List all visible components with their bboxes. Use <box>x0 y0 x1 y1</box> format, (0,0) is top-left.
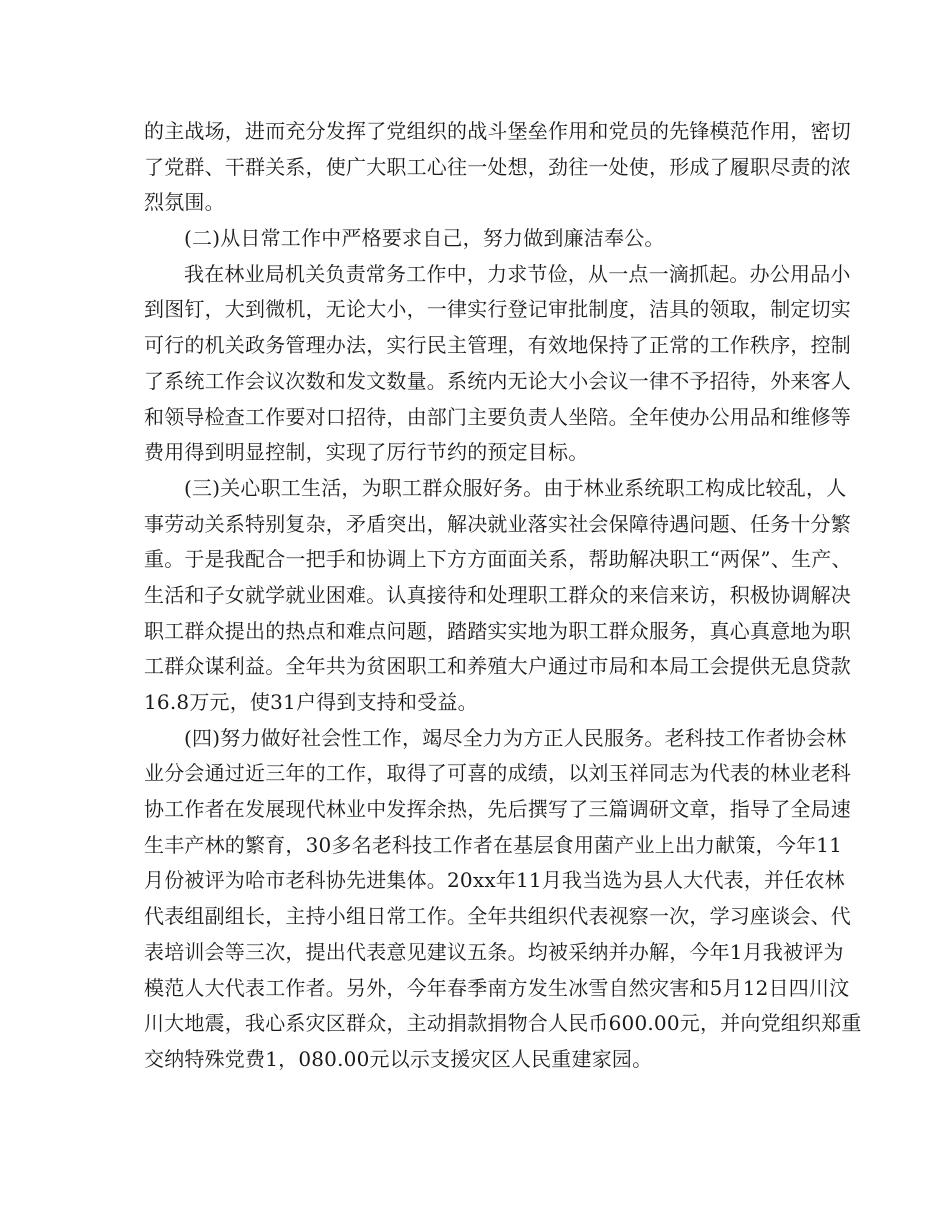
text-line: 事劳动关系特别复杂，矛盾突出，解决就业落实社会保障待遇问题、任务十分繁 <box>144 511 851 536</box>
text-line: (二)从日常工作中严格要求自己，努力做到廉洁奉公。 <box>184 226 665 251</box>
text-line: 重。于是我配合一把手和协调上下方方面面关系，帮助解决职工“两保”、生产、 <box>144 547 852 572</box>
text-line: 交纳特殊党费1，080.00元以示支援灾区人民重建家园。 <box>144 1046 653 1071</box>
text-line: 川大地震，我心系灾区群众，主动捐款捐物合人民币600.00元，并向党组织郑重 <box>144 1011 862 1036</box>
text-line: 了系统工作会议次数和发文数量。系统内无论大小会议一律不予招待，外来客人 <box>144 368 851 393</box>
text-line: 生丰产林的繁育，30多名老科技工作者在基层食用菌产业上出力献策，今年11 <box>144 832 843 857</box>
text-line: 可行的机关政务管理办法，实行民主管理，有效地保持了正常的工作秩序，控制 <box>144 333 851 358</box>
text-line: 模范人大代表工作者。另外，今年春季南方发生冰雪自然灾害和5月12日四川汶 <box>144 975 850 1000</box>
text-line: 的主战场，进而充分发挥了党组织的战斗堡垒作用和党员的先锋模范作用，密切 <box>144 119 851 143</box>
text-line: 16.8万元，使31户得到支持和受益。 <box>144 690 478 714</box>
text-line: 表培训会等三次，提出代表意见建议五条。均被采纳并办解，今年1月我被评为 <box>144 939 844 964</box>
text-line: 到图钉，大到微机，无论大小，一律实行登记审批制度，洁具的领取，制定切实 <box>144 297 851 322</box>
text-line: (四)努力做好社会性工作，竭尽全力为方正人民服务。老科技工作者协会林 <box>184 725 847 750</box>
text-line: 代表组副组长，主持小组日常工作。全年共组织代表视察一次，学习座谈会、代 <box>144 904 851 929</box>
text-line: 职工群众提出的热点和难点问题，踏踏实实地为职工群众服务，真心真意地为职 <box>144 618 851 643</box>
text-line: (三)关心职工生活，为职工群众服好务。由于林业系统职工构成比较乱，人 <box>184 475 847 500</box>
text-line: 和领导检查工作要对口招待，由部门主要负责人坐陪。全年使办公用品和维修等 <box>144 404 851 429</box>
text-line: 我在林业局机关负责常务工作中，力求节俭，从一点一滴抓起。办公用品小 <box>184 261 851 286</box>
text-line: 工群众谋利益。全年共为贫困职工和养殖大户通过市局和本局工会提供无息贷款 <box>144 654 851 679</box>
text-line: 生活和子女就学就业困难。认真接待和处理职工群众的来信来访，积极协调解决 <box>144 582 851 607</box>
text-line: 了党群、干群关系，使广大职工心往一处想，劲往一处使，形成了履职尽责的浓 <box>144 154 851 179</box>
text-line: 协工作者在发展现代林业中发挥余热，先后撰写了三篇调研文章，指导了全局速 <box>144 797 851 822</box>
text-line: 烈氛围。 <box>144 190 225 215</box>
text-line: 月份被评为哈市老科协先进集体。20xx年11月我当选为县人大代表，并任农林 <box>144 868 845 893</box>
document-body <box>144 114 862 1078</box>
text-line: 业分会通过近三年的工作，取得了可喜的成绩，以刘玉祥同志为代表的林业老科 <box>144 761 851 786</box>
text-line: 费用得到明显控制，实现了厉行节约的预定目标。 <box>144 440 589 465</box>
